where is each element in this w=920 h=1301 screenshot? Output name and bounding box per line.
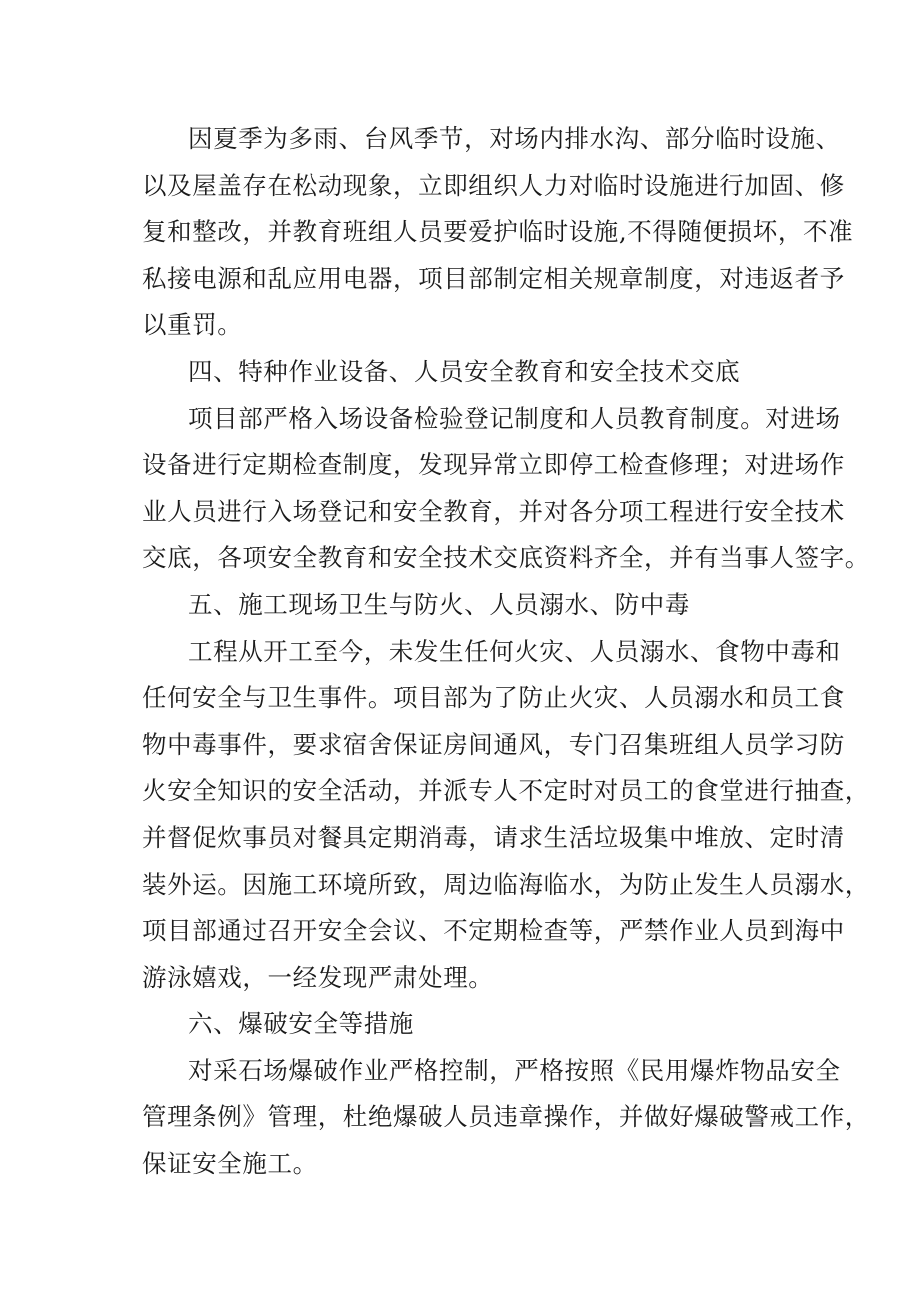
text-line: 工程从开工至今，未发生任何火灾、人员溺水、食物中毒和: [188, 636, 841, 666]
paragraph-equipment-inspection: [142, 396, 870, 582]
document-body: [142, 116, 870, 1188]
text-line: 物中毒事件，要求宿舍保证房间通风，专门召集班组人员学习防: [142, 729, 845, 759]
text-line: 交底，各项安全教育和安全技术交底资料齐全，并有当事人签字。: [142, 543, 870, 573]
text-line: 任何安全与卫生事件。项目部为了防止火灾、人员溺水和员工食: [142, 683, 845, 713]
paragraph-blasting-control: [142, 1048, 870, 1188]
text-line: 装外运。因施工环境所致，周边临海临水，为防止发生人员溺水，: [142, 869, 870, 899]
section-heading: 六、爆破安全等措施: [188, 1009, 414, 1039]
text-line: 保证安全施工。: [142, 1149, 318, 1179]
section-heading: 四、特种作业设备、人员安全教育和安全技术交底: [188, 356, 741, 386]
text-line: 项目部严格入场设备检验登记制度和人员教育制度。对进场: [188, 403, 841, 433]
text-line: 私接电源和乱应用电器，项目部制定相关规章制度，对违返者予: [142, 263, 845, 293]
text-line: 对采石场爆破作业严格控制，严格按照《民用爆炸物品安全: [188, 1055, 841, 1085]
section-heading-blasting-safety: [142, 1001, 802, 1048]
paragraph-summer-typhoon-measures: [142, 116, 854, 349]
text-line: 火安全知识的安全活动，并派专人不定时对员工的食堂进行抽查，: [142, 776, 870, 806]
text-line: 业人员进行入场登记和安全教育，并对各分项工程进行安全技术: [142, 496, 845, 526]
section-heading-special-equipment: [142, 349, 802, 396]
text-line: 因夏季为多雨、台风季节，对场内排水沟、部分临时设施、: [188, 124, 841, 153]
text-line: 设备进行定期检查制度，发现异常立即停工检查修理；对进场作: [142, 450, 845, 480]
text-line: 并督促炊事员对餐具定期消毒，请求生活垃圾集中堆放、定时清: [142, 822, 845, 852]
paragraph-hygiene-fire-measures: [142, 629, 870, 1002]
text-line: 复和整改，并教育班组人员要爱护临时设施,不得随便损坏，不准: [142, 217, 854, 247]
text-line: 以重罚。: [142, 310, 243, 340]
section-heading-hygiene-fire: [142, 582, 802, 629]
text-line: 以及屋盖存在松动现象，立即组织人力对临时设施进行加固、修: [142, 170, 845, 200]
text-line: 项目部通过召开安全会议、不定期检查等，严禁作业人员到海中: [142, 916, 845, 946]
text-line: 游泳嬉戏，一经发现严肃处理。: [142, 962, 494, 992]
section-heading: 五、施工现场卫生与防火、人员溺水、防中毒: [188, 589, 690, 619]
text-line: 管理条例》管理，杜绝爆破人员违章操作，并做好爆破警戒工作，: [142, 1102, 870, 1132]
